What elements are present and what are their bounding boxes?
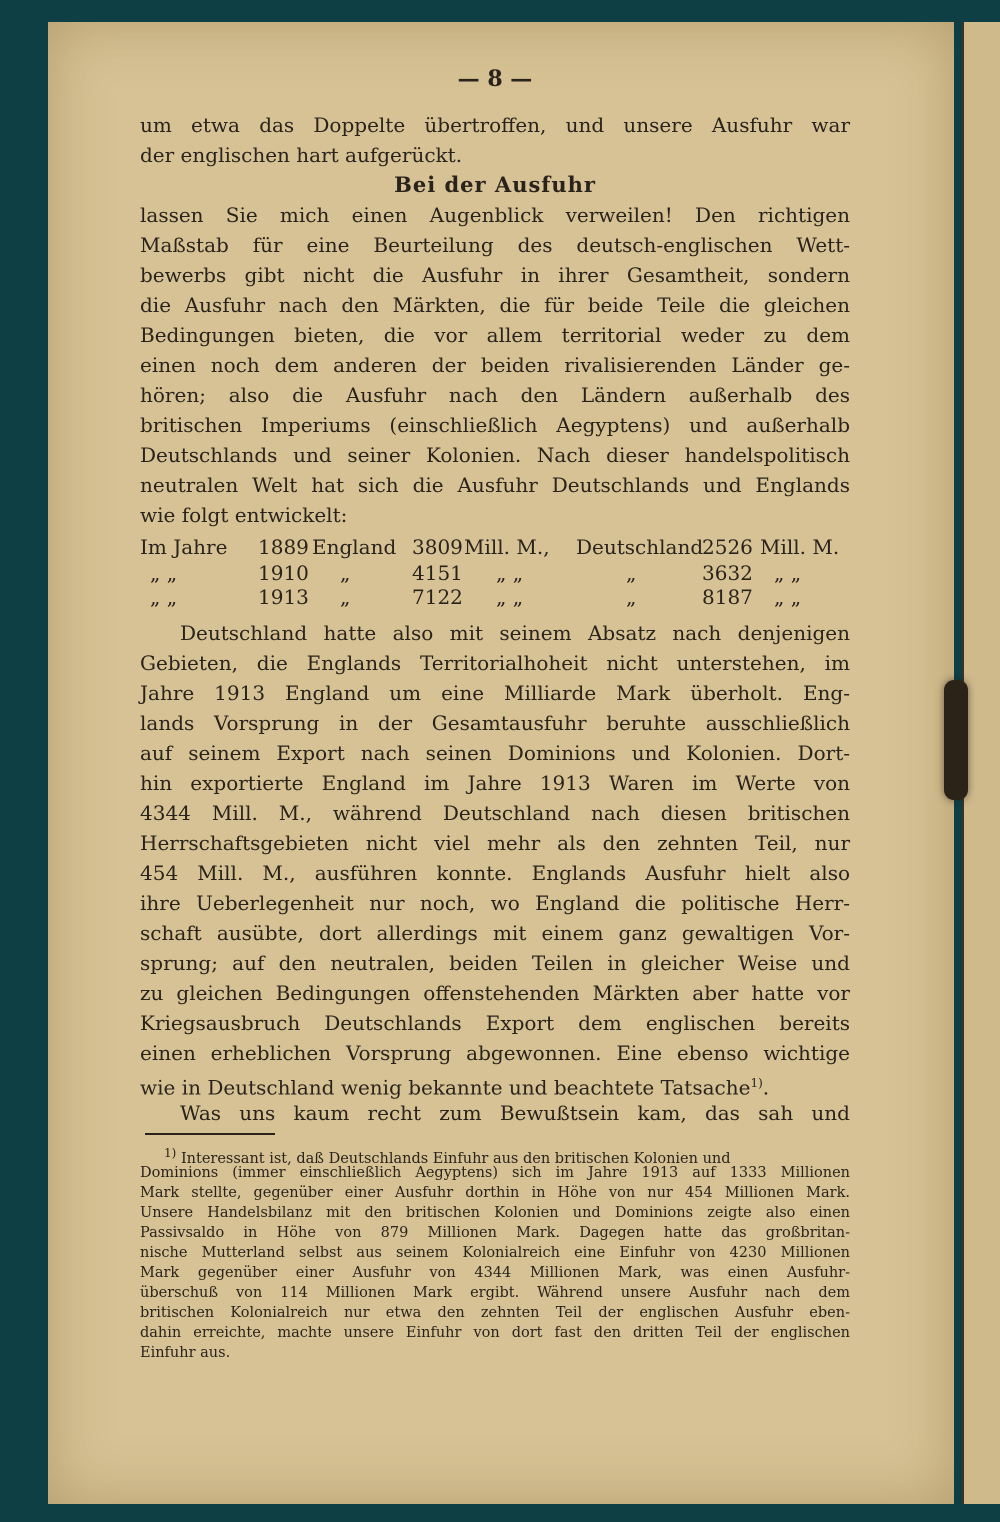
footnote-reference: 1) bbox=[750, 1076, 763, 1090]
text-line: Bedingungen bieten, die vor allem territorial weder zu dem bbox=[140, 323, 850, 347]
text-line: schaft ausübte, dort allerdings mit einem ganz gewaltigen Vor- bbox=[140, 921, 850, 945]
table-cell-country: „ bbox=[340, 561, 351, 585]
table-cell-year: 1910 bbox=[258, 561, 309, 585]
table-cell-year: 1913 bbox=[258, 585, 309, 609]
text-line: die Ausfuhr nach den Märkten, die für beide Teile die gleichen bbox=[140, 293, 850, 317]
text-line: Maßstab für eine Beurteilung des deutsch-englischen Wett- bbox=[140, 233, 850, 257]
table-cell-prefix: Im Jahre bbox=[140, 535, 228, 559]
table-cell-unit: „ „ bbox=[496, 585, 524, 609]
text-line: hin exportierte England im Jahre 1913 Waren im Werte von bbox=[140, 771, 850, 795]
export-table-row bbox=[140, 584, 850, 610]
footnote-separator bbox=[145, 1133, 275, 1135]
text-line: einen noch dem anderen der beiden rivalisierenden Länder ge- bbox=[140, 353, 850, 377]
table-cell-unit: „ „ bbox=[496, 561, 524, 585]
text-line: lassen Sie mich einen Augenblick verweilen! Den richtigen bbox=[140, 203, 850, 227]
text-line: Deutschlands und seiner Kolonien. Nach dieser handelspolitisch bbox=[140, 443, 850, 467]
footnote-line: Unsere Handelsbilanz mit den britischen Kolonien und Dominions zeigte also einen bbox=[140, 1205, 850, 1221]
footnote-marker: 1) bbox=[164, 1146, 177, 1160]
text-line: britischen Imperiums (einschließlich Aegyptens) und außerhalb bbox=[140, 413, 850, 437]
page-number: — 8 — bbox=[457, 66, 533, 92]
export-table-row bbox=[140, 534, 850, 560]
text-line: lands Vorsprung in der Gesamtausfuhr beruhte ausschließlich bbox=[140, 711, 850, 735]
table-cell-unit: Mill. M., bbox=[464, 535, 550, 559]
table-cell-country: Deutschland bbox=[576, 535, 704, 559]
text-line: auf seinem Export nach seinen Dominions und Kolonien. Dort- bbox=[140, 741, 850, 765]
table-cell-value: 3632 bbox=[702, 561, 753, 585]
table-cell-value: 2526 bbox=[702, 535, 753, 559]
text-line: Deutschland hatte also mit seinem Absatz nach denjenigen bbox=[180, 621, 850, 645]
table-cell-unit: „ „ bbox=[774, 585, 802, 609]
footnote-line: überschuß von 114 Millionen Mark ergibt. Während unsere Ausfuhr nach dem bbox=[140, 1285, 850, 1301]
text-line: wie folgt entwickelt: bbox=[140, 503, 348, 527]
table-cell-country: „ bbox=[340, 585, 351, 609]
section-heading: Bei der Ausfuhr bbox=[394, 172, 596, 197]
table-cell-prefix: „ „ bbox=[150, 585, 178, 609]
text-line: Jahre 1913 England um eine Milliarde Mark überholt. Eng- bbox=[140, 681, 850, 705]
table-cell-prefix: „ „ bbox=[150, 561, 178, 585]
table-cell-value: 7122 bbox=[412, 585, 463, 609]
text-line: der englischen hart aufgerückt. bbox=[140, 143, 463, 167]
binding-stain bbox=[944, 680, 968, 800]
footnote-line: Einfuhr aus. bbox=[140, 1345, 231, 1361]
sentence-end: . bbox=[762, 1075, 770, 1100]
text-line: einen erheblichen Vorsprung abgewonnen. Eine ebenso wichtige bbox=[140, 1041, 850, 1065]
table-cell-unit: Mill. M. bbox=[760, 535, 840, 559]
text-line: ihre Ueberlegenheit nur noch, wo England die politische Herr- bbox=[140, 891, 850, 915]
text-line: 4344 Mill. M., während Deutschland nach diesen britischen bbox=[140, 801, 850, 825]
table-cell-unit: „ „ bbox=[774, 561, 802, 585]
table-cell-country: „ bbox=[626, 561, 637, 585]
footnote-line: Mark gegenüber einer Ausfuhr von 4344 Millionen Mark, was einen Ausfuhr- bbox=[140, 1265, 850, 1281]
export-table-row bbox=[140, 560, 850, 586]
table-cell-value: 4151 bbox=[412, 561, 463, 585]
text-line-with-footnote bbox=[140, 1070, 850, 1101]
text-line: Gebieten, die Englands Territorialhoheit nicht unterstehen, im bbox=[140, 651, 850, 675]
footnote-line: dahin erreichte, machte unsere Einfuhr von dort fast den dritten Teil der englischen bbox=[140, 1325, 850, 1341]
footnote-line: Interessant ist, daß Deutschlands Einfuhr aus den britischen Kolonien und bbox=[180, 1150, 731, 1167]
footnote-line: Dominions (immer einschließlich Aegyptens) sich im Jahre 1913 auf 1333 Millionen bbox=[140, 1165, 850, 1181]
text-line: sprung; auf den neutralen, beiden Teilen in gleicher Weise und bbox=[140, 951, 850, 975]
text-line: Was uns kaum recht zum Bewußtsein kam, das sah und bbox=[180, 1101, 850, 1125]
text-line: neutralen Welt hat sich die Ausfuhr Deutschlands und Englands bbox=[140, 473, 850, 497]
footnote-line: britischen Kolonialreich nur etwa den zehnten Teil der englischen Ausfuhr eben- bbox=[140, 1305, 850, 1321]
table-cell-year: 1889 bbox=[258, 535, 309, 559]
table-cell-country: England bbox=[312, 535, 397, 559]
footnote-line: nische Mutterland selbst aus seinem Kolonialreich eine Einfuhr von 4230 Millionen bbox=[140, 1245, 850, 1261]
text-line: hören; also die Ausfuhr nach den Ländern außerhalb des bbox=[140, 383, 850, 407]
text-line: 454 Mill. M., ausführen konnte. Englands Ausfuhr hielt also bbox=[140, 861, 850, 885]
footnote-line: Passivsaldo in Höhe von 879 Millionen Mark. Dagegen hatte das großbritan- bbox=[140, 1225, 850, 1241]
table-cell-value: 3809 bbox=[412, 535, 463, 559]
text-line: wie in Deutschland wenig bekannte und beachtete Tatsache bbox=[140, 1075, 751, 1100]
text-line: Kriegsausbruch Deutschlands Export dem englischen bereits bbox=[140, 1011, 850, 1035]
text-line: zu gleichen Bedingungen offenstehenden Märkten aber hatte vor bbox=[140, 981, 850, 1005]
text-line: um etwa das Doppelte übertroffen, und unsere Ausfuhr war bbox=[140, 113, 850, 137]
footnote-line: Mark stellte, gegenüber einer Ausfuhr dorthin in Höhe von nur 454 Millionen Mark. bbox=[140, 1185, 850, 1201]
text-line: bewerbs gibt nicht die Ausfuhr in ihrer Gesamtheit, sondern bbox=[140, 263, 850, 287]
table-cell-value: 8187 bbox=[702, 585, 753, 609]
text-line: Herrschaftsgebieten nicht viel mehr als den zehnten Teil, nur bbox=[140, 831, 850, 855]
table-cell-country: „ bbox=[626, 585, 637, 609]
